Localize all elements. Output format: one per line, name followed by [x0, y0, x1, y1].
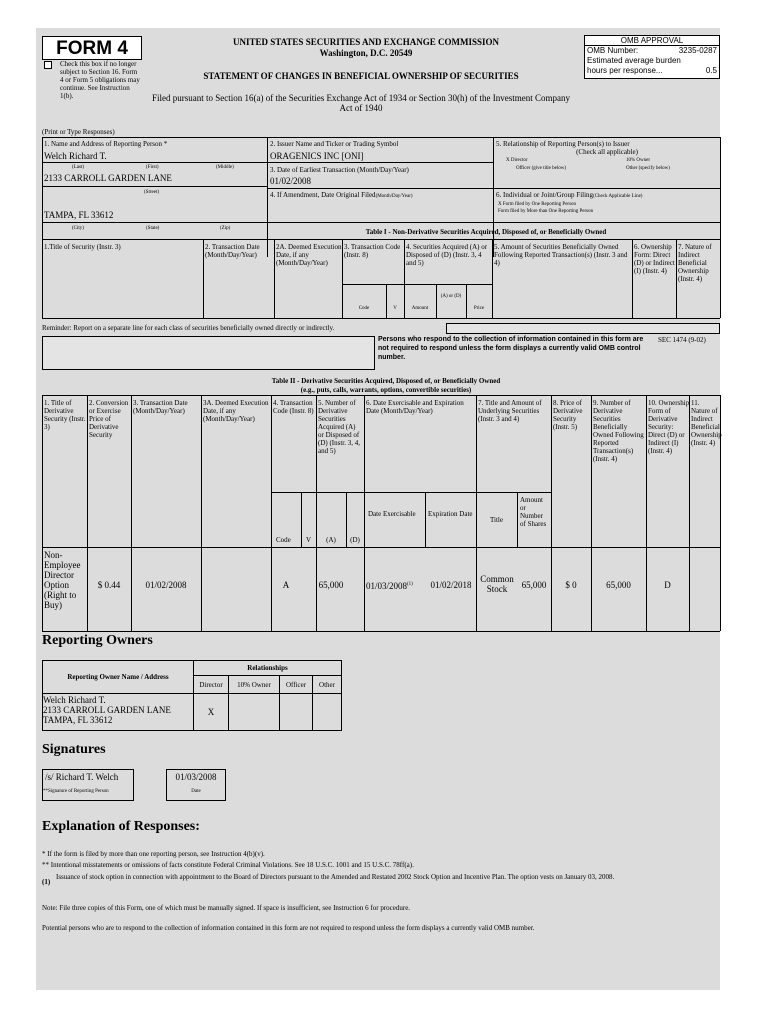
omb-burden-label: Estimated average burden: [587, 56, 681, 65]
row-expiration: 01/02/2018: [430, 580, 472, 590]
row-ownership-form: D: [664, 580, 671, 590]
t2-date-exercisable: Date Exercisable: [368, 510, 416, 518]
omb-approval-box: [584, 35, 720, 79]
form-title: FORM 4: [56, 38, 128, 59]
street-label: (Street): [144, 190, 159, 195]
box5-label: 5. Relationship of Reporting Person(s) to Issuer: [496, 140, 630, 148]
box6-label: [496, 191, 642, 200]
row-acquired: 65,000: [318, 580, 344, 590]
ro-ten-cell: [229, 694, 280, 731]
ro-other-cell: [313, 694, 342, 731]
reporting-owners-heading: Reporting Owners: [42, 633, 153, 648]
omb-number-label: OMB Number:: [587, 46, 639, 55]
omb-number: 3235-0287: [678, 46, 717, 55]
ro-director: Director: [194, 676, 229, 694]
t2-amount-sub: Amount or Number of Shares: [520, 496, 547, 528]
t1-col2a: 2A. Deemed Execution Date, if any (Month/Day/Year): [276, 243, 342, 267]
t1-col4: 4. Securities Acquired (A) or Disposed of (D) (Instr. 3, 4 and 5): [406, 243, 488, 267]
t2-col2: 2. Conversion or Exercise Price of Derivative Security: [89, 399, 129, 439]
t1-col7: 7. Nature of Indirect Beneficial Ownership (Instr. 4): [678, 243, 712, 283]
reporter-name: Welch Richard T.: [44, 151, 107, 161]
t2-expiration-date: Expiration Date: [428, 510, 473, 518]
t2-col8: 8. Price of Derivative Security (Instr. 5): [553, 399, 583, 431]
signer-name: /s/ Richard T. Welch: [45, 772, 119, 782]
omb-hours-label: hours per response...: [587, 66, 663, 75]
ro-ten: 10% Owner: [229, 676, 280, 694]
earliest-date: 01/02/2008: [270, 176, 312, 186]
box4-label-small: (Month/Day/Year): [375, 194, 413, 199]
t1-amount: Amount: [411, 306, 429, 311]
t2-col6: 6. Date Exercisable and Expiration Date (Month/Day/Year): [366, 399, 464, 415]
footnote-1: Issuance of stock option in connection with appointment to the Board of Directors pursuant to the Amended and Restated 2002 Stock Option and Incentive Plan. The option vests on January 03, 2008.: [56, 873, 615, 881]
t2-col7: 7. Title and Amount of Underlying Securities (Instr. 3 and 4): [478, 399, 542, 423]
row-security: Non-Employee Director Option (Right to Buy): [44, 550, 81, 610]
row-exercisable-date: 01/03/2008: [366, 581, 408, 591]
filed-pursuant: Filed pursuant to Section 16(a) of the Securities Exchange Act of 1934 or Section 30(h) of the Investment Company Act of 1940: [152, 93, 570, 113]
explanation-heading: Explanation of Responses:: [42, 819, 200, 834]
date-label: Date: [191, 789, 201, 794]
first-label: (First): [146, 165, 159, 170]
omb-title: OMB APPROVAL: [620, 36, 684, 45]
city-label: (City): [72, 226, 84, 231]
box5-sub: (Check all applicable): [576, 148, 638, 156]
director-check: X Director: [506, 158, 528, 163]
ro-street: 2133 CARROLL GARDEN LANE: [43, 705, 171, 715]
t1-col1: 1.Title of Security (Instr. 3): [44, 243, 121, 251]
statement-title: STATEMENT OF CHANGES IN BENEFICIAL OWNERSHIP OF SECURITIES: [203, 71, 519, 81]
row-footnote-link[interactable]: (1): [407, 582, 413, 587]
zip-label: (Zip): [220, 226, 231, 231]
t1-col2: 2. Transaction Date (Month/Day/Year): [205, 243, 260, 259]
form-page: [36, 28, 720, 990]
table2-title: Table II - Derivative Securities Acquired, Disposed of, or Beneficially Owned: [271, 377, 501, 385]
footnote-marker: (1): [42, 878, 51, 886]
t2-col3a: 3A. Deemed Execution Date, if any (Month/Day/Year): [203, 399, 269, 423]
other-check: Other (specify below): [626, 166, 670, 171]
row-exercisable: [366, 581, 428, 591]
more-person-filing: Form filed by More than One Reporting Person: [498, 209, 594, 214]
t2-title-sub: Title: [490, 516, 503, 524]
ro-col-name: Reporting Owner Name / Address: [43, 661, 194, 694]
checkbox-label: Check this box if no longer subject to Section 16. Form 4 or Form 5 obligations may continue. See Instruction 1(b).: [60, 60, 140, 100]
t1-col3: 3. Transaction Code (Instr. 8): [344, 243, 401, 259]
no-longer-subject-checkbox[interactable]: [44, 61, 52, 69]
agency-location: Washington, D.C. 20549: [319, 48, 413, 58]
row-derivative-price: $ 0: [565, 580, 577, 590]
box1-label: 1. Name and Address of Reporting Person *: [44, 140, 168, 148]
box4-label: [270, 191, 413, 200]
t2-code: Code: [276, 536, 291, 544]
ro-officer-cell: [280, 694, 313, 731]
officer-check: Officer (give title below): [516, 166, 567, 171]
ro-director-mark: X: [194, 694, 229, 731]
table2-subtitle: (e.g., puts, calls, warrants, options, convertible securities): [300, 386, 472, 394]
ten-pct-check: 10% Owner: [626, 158, 651, 163]
reminder-blank-box: [446, 323, 720, 334]
t1-col6: 6. Ownership Form: Direct (D) or Indirect (I) (Instr. 4): [634, 243, 675, 275]
t2-col10: 10. Ownership Form of Derivative Security: Direct (D) or Indirect (I) (Instr. 4): [648, 399, 690, 455]
row-conversion-price: $ 0.44: [97, 580, 121, 590]
row-transaction-date: 01/02/2008: [145, 580, 187, 590]
signature-label: **Signature of Reporting Person: [43, 789, 109, 794]
box3-label: 3. Date of Earliest Transaction (Month/Day/Year): [270, 166, 409, 174]
ro-officer: Officer: [280, 676, 313, 694]
t2-col5: 5. Number of Derivative Securities Acquired (A) or Disposed of (D) (Instr. 3, 4, and 5): [318, 399, 360, 455]
print-type-note: (Print or Type Responses): [42, 128, 115, 136]
box2-label: 2. Issuer Name and Ticker or Trading Symbol: [270, 140, 399, 148]
row-underlying-title: Common Stock: [480, 574, 514, 594]
ro-city: TAMPA, FL 33612: [43, 715, 113, 725]
explanation-note4: Potential persons who are to respond to the collection of information contained in this form are not required to respond unless the form displays a currently valid OMB number.: [42, 924, 535, 932]
t1-v: V: [393, 306, 397, 311]
ro-address: [43, 694, 194, 731]
table1-title: Table I - Non-Derivative Securities Acquired, Disposed of, or Beneficially Owned: [365, 228, 607, 236]
box4-label-text: 4. If Amendment, Date Original Filed: [270, 191, 376, 199]
explanation-note1: * If the form is filed by more than one reporting person, see Instruction 4(b)(v).: [42, 850, 265, 858]
box6-label-text: 6. Individual or Joint/Group Filing: [496, 191, 594, 199]
signature-date: 01/03/2008: [175, 772, 217, 782]
t1-price: Price: [473, 306, 485, 311]
t2-col3: 3. Transaction Date (Month/Day/Year): [133, 399, 188, 415]
t1-aord: (A) or (D): [440, 294, 462, 299]
t1-col5: 5. Amount of Securities Beneficially Owned Following Reported Transaction(s) (Instr. 3 and 4): [494, 243, 628, 267]
signatures-heading: Signatures: [42, 742, 106, 757]
t2-col9: 9. Number of Derivative Securities Beneficially Owned Following Reported Transaction(s) (Instr. 4): [593, 399, 644, 463]
reporting-owners-table: [42, 660, 342, 731]
sec-number: SEC 1474 (9-02): [658, 336, 706, 344]
row-underlying-amount: 65,000: [521, 580, 547, 590]
form-title-box: [42, 36, 142, 60]
ro-name: Welch Richard T.: [43, 695, 106, 705]
street-value: 2133 CARROLL GARDEN LANE: [44, 173, 172, 183]
middle-label: (Middle): [216, 165, 234, 170]
box6-label-small: (Check Applicable Line): [593, 194, 643, 199]
last-label: (Last): [72, 165, 84, 170]
t2-v: V: [305, 536, 312, 544]
t2-col4: 4. Transaction Code (Instr. 8): [273, 399, 314, 415]
ro-other: Other: [313, 676, 342, 694]
issuer-name: ORAGENICS INC [ONI]: [270, 151, 364, 161]
reminder-text: Reminder: Report on a separate line for each class of securities beneficially owned directly or indirectly.: [42, 324, 335, 332]
t1-code: Code: [358, 306, 370, 311]
left-blank-box: [42, 336, 375, 370]
persons-notice: Persons who respond to the collection of information contained in this form are not required to respond unless the form displays a currently valid OMB control number.: [378, 336, 644, 361]
city-value: TAMPA, FL 33612: [44, 210, 114, 220]
state-label: (State): [146, 226, 160, 231]
explanation-note3: Note: File three copies of this Form, one of which must be manually signed. If space is insufficient, see Instruction 6 for procedure.: [42, 904, 411, 912]
t2-col11: 11. Nature of Indirect Beneficial Ownership (Instr. 4): [691, 399, 722, 447]
t2-a: (A): [326, 536, 336, 544]
t2-col1: 1. Title of Derivative Security (Instr. 3): [44, 399, 86, 431]
omb-hours: 0.5: [705, 66, 717, 75]
t2-d: (D): [350, 536, 360, 544]
ro-relationships: Relationships: [194, 661, 342, 676]
explanation-note2: ** Intentional misstatements or omissions of facts constitute Federal Criminal Violations. See 18 U.S.C. 1001 and 15 U.S.C. 78ff(a).: [42, 861, 414, 869]
row-owned: 65,000: [606, 580, 631, 590]
one-person-filing: X Form filed by One Reporting Person: [498, 202, 577, 207]
row-code: A: [282, 580, 290, 590]
agency-name: UNITED STATES SECURITIES AND EXCHANGE COMMISSION: [233, 37, 499, 47]
